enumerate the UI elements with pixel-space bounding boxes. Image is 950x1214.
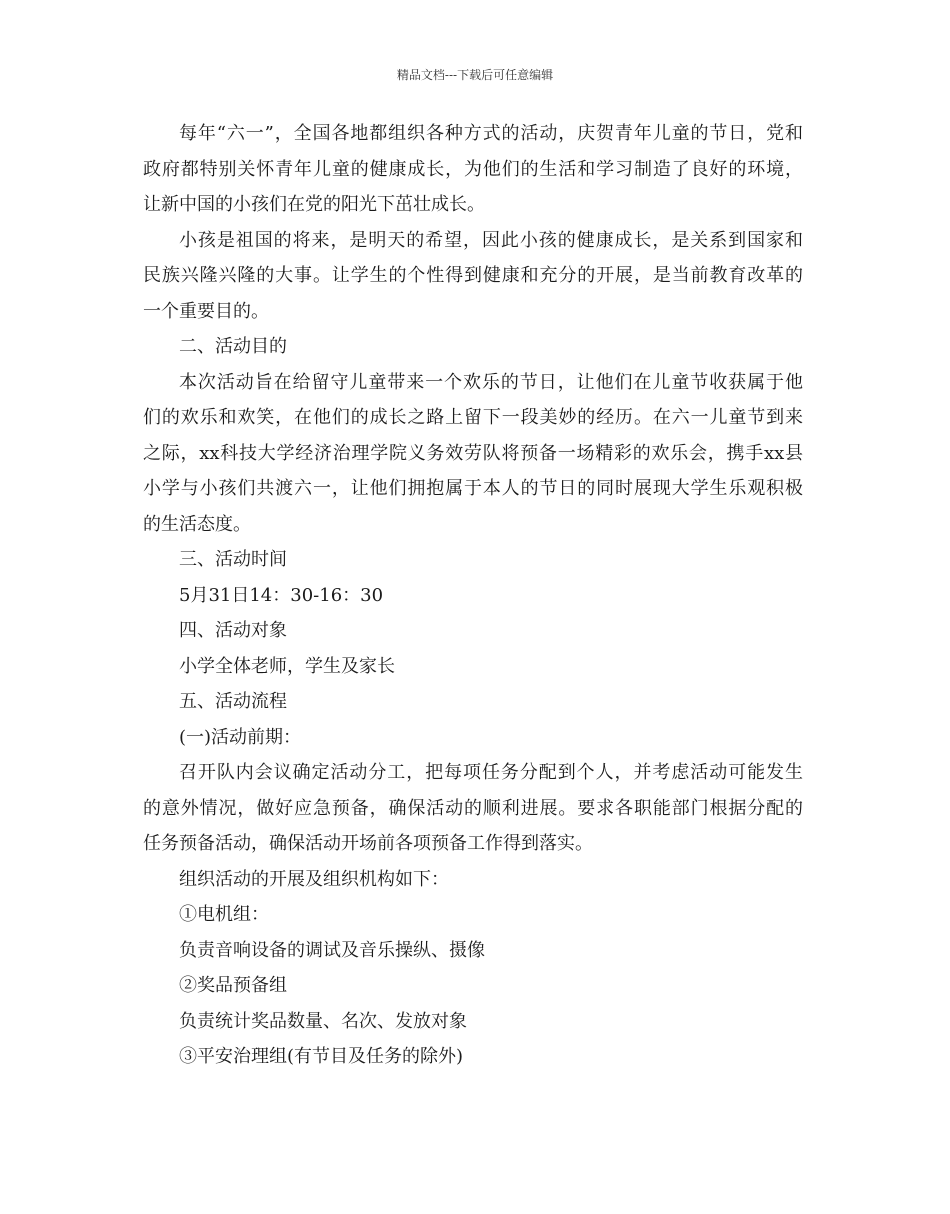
paragraph-line: 负责音响设备的调试及音乐操纵、摄像 [179, 939, 485, 961]
list-item: ①电机组： [179, 904, 269, 925]
paragraph-line: 民族兴隆兴隆的大事。让学生的个性得到健康和充分的开展，是当前教育改革的 [143, 265, 803, 286]
paragraph-line: 的生活态度。 [143, 513, 251, 535]
paragraph-line: 政府都特别关怀青年儿童的健康成长，为他们的生活和学习制造了良好的环境， [143, 158, 803, 180]
section-heading: 四、活动对象 [179, 620, 287, 641]
list-item: ③平安治理组(有节目及任务的除外) [179, 1046, 464, 1067]
paragraph-line: 召开队内会议确定活动分工，把每项任务分配到个人，并考虑活动可能发生 [179, 762, 803, 783]
paragraph-line: 每年“六一”，全国各地都组织各种方式的活动，庆贺青年儿童的节日，党和 [179, 123, 803, 144]
subsection-heading: (一)活动前期： [179, 726, 302, 748]
paragraph-line: 之际，xx科技大学经济治理学院义务效劳队将预备一场精彩的欢乐会，携手xx县 [143, 442, 803, 464]
section-heading: 二、活动目的 [179, 336, 287, 357]
paragraph-line: 任务预备活动，确保活动开场前各项预备工作得到落实。 [143, 833, 593, 854]
paragraph-line: 小学全体老师，学生及家长 [179, 655, 395, 677]
section-heading: 三、活动时间 [179, 549, 287, 570]
paragraph-line: 组织活动的开展及组织机构如下： [179, 868, 449, 890]
paragraph-line: 小孩是祖国的将来，是明天的希望，因此小孩的健康成长，是关系到国家和 [179, 229, 803, 251]
list-item: ②奖品预备组 [179, 975, 287, 996]
paragraph-line: 负责统计奖品数量、名次、发放对象 [179, 1010, 467, 1032]
paragraph-line: 的意外情况，做好应急预备，确保活动的顺利进展。要求各职能部门根据分配的 [143, 797, 803, 819]
paragraph-line: 本次活动旨在给留守儿童带来一个欢乐的节日，让他们在儿童节收获属于他 [179, 371, 803, 393]
paragraph-line: 5月31日14：30-16：30 [179, 584, 384, 606]
document-body [143, 116, 803, 1075]
paragraph-line: 一个重要目的。 [143, 300, 269, 322]
paragraph-line: 小学与小孩们共渡六一，让他们拥抱属于本人的节日的同时展现大学生乐观积极 [143, 478, 803, 499]
paragraph-line: 们的欢乐和欢笑，在他们的成长之路上留下一段美妙的经历。在六一儿童节到来 [143, 407, 803, 428]
paragraph-line: 让新中国的小孩们在党的阳光下茁壮成长。 [143, 194, 485, 215]
page-header: 精品文档---下载后可任意编辑 [396, 68, 554, 82]
section-heading: 五、活动流程 [179, 691, 287, 712]
